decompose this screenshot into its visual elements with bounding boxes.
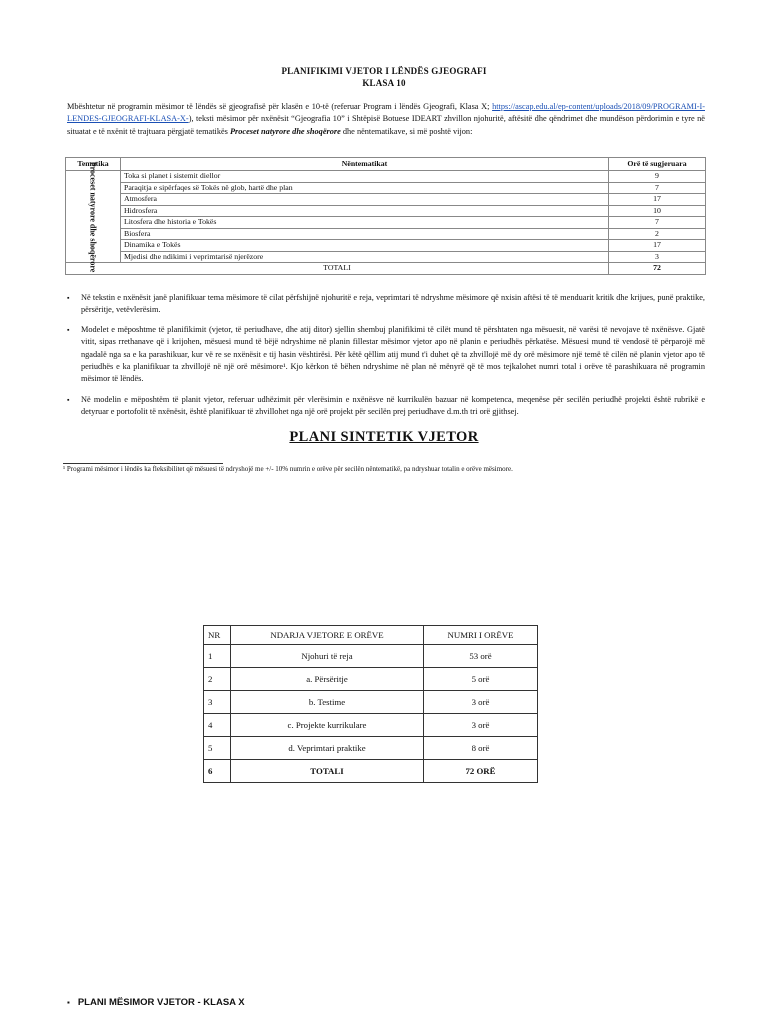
table-row (66, 194, 706, 206)
row-value: 3 orë (424, 691, 538, 714)
row-number: 3 (204, 691, 231, 714)
summary-table (203, 625, 538, 783)
row-label: b. Testime (231, 691, 424, 714)
bullet-item (67, 292, 705, 317)
header-subthemes: Nëntematikat (121, 158, 609, 171)
table-row (66, 217, 706, 229)
footnote-divider (63, 463, 223, 464)
table-row (204, 645, 538, 668)
row-label: a. Përsëritje (231, 668, 424, 691)
table-row (66, 182, 706, 194)
intro-text-1: Mbështetur në programin mësimor të lëndës së gjeografisë për klasën e 10-të (referuar Program i lëndës Gjeografi, Klasa X; (67, 102, 493, 111)
table-row (66, 171, 706, 183)
table-row (66, 228, 706, 240)
document-subtitle: KLASA 10 (362, 78, 406, 88)
theme-name: Proceset natyrore dhe shoqërore (88, 161, 98, 272)
row-number: 2 (204, 668, 231, 691)
program-link[interactable]: https://ascap.edu.al/ep-content/uploads/2018/09/PROGRAMI-I-LENDES-GJEOGRAFI-KLASA-X- (67, 102, 705, 124)
row-number: 6 (204, 760, 231, 783)
footnote: ¹ Programi mësimor i lëndës ka fleksibilitet që mësuesi të ndryshojë me +/- 10% numrin e orëve për secilën nëntematikë, pa ndryshuar totalin e orëve mësimore. (63, 465, 513, 473)
intro-bold-theme: Proceset natyrore dhe shoqërore (229, 126, 341, 136)
row-value: 5 orë (424, 668, 538, 691)
subtheme-name: Hidrosfera (121, 205, 609, 217)
subtheme-hours: 17 (609, 194, 706, 206)
subtheme-hours: 3 (609, 251, 706, 263)
subtheme-name: Toka si planet i sistemit diellor (121, 171, 609, 183)
subtheme-name: Mjedisi dhe ndikimi i veprimtarisë njerëzore (121, 251, 609, 263)
document-title: PLANIFIKIMI VJETOR I LËNDËS GJEOGRAFI (281, 66, 487, 76)
bullet-icon: ▪ (67, 294, 70, 302)
row-number: 5 (204, 737, 231, 760)
bottom-heading (67, 997, 245, 1008)
header-hours-count: NUMRI I ORËVE (424, 626, 538, 645)
subtheme-name: Litosfera dhe historia e Tokës (121, 217, 609, 229)
subtheme-hours: 7 (609, 217, 706, 229)
summary-table-header (204, 626, 538, 645)
row-number: 1 (204, 645, 231, 668)
bullet-icon: ▪ (67, 998, 70, 1007)
intro-paragraph (67, 101, 705, 138)
bullet-icon: ▪ (67, 396, 70, 404)
header-theme: Tematika (66, 158, 121, 171)
table-row (204, 668, 538, 691)
row-label: d. Veprimtari praktike (231, 737, 424, 760)
themes-table (65, 157, 706, 275)
row-label: Njohuri të reja (231, 645, 424, 668)
table-row (204, 714, 538, 737)
intro-text-3: dhe nëntematikave, si më poshtë vijon: (340, 126, 473, 136)
table-row (66, 240, 706, 252)
header-division: NDARJA VJETORE E ORËVE (231, 626, 424, 645)
intro-text-2: ), teksti mësimor për nxënësit “Gjeografia 10” i Shtëpisë Botuese IDEART zhvillon njohuritë, aftësitë dhe qëndrimet dhe mundëson përdorimin e tyre në situatat e të nxënit të trajtuara përgjatë tematikës (67, 114, 705, 136)
row-value: 72 ORË (424, 760, 538, 783)
table-row (66, 205, 706, 217)
subtheme-hours: 9 (609, 171, 706, 183)
table-total-row (204, 760, 538, 783)
bullet-icon: ▪ (67, 326, 70, 334)
bullet-item (67, 324, 705, 385)
row-label: TOTALI (231, 760, 424, 783)
subtheme-hours: 17 (609, 240, 706, 252)
bullet-text: Në modelin e mëposhtëm të planit vjetor, referuar udhëzimit për vlerësimin e nxënësve në kurrikulën bazuar në kompetenca, meqenëse për secilën periudhë projekti është rubrikë e detyruar e portofolit të nxënësit, është planifikuar të zhvillohet nga një orë projekt për secilën prej periudhave d.m.th tri orë gjithsej. (81, 395, 705, 417)
row-value: 8 orë (424, 737, 538, 760)
themes-table-header (66, 158, 706, 171)
row-label: c. Projekte kurrikulare (231, 714, 424, 737)
header-nr: NR (204, 626, 231, 645)
bullet-text: Në tekstin e nxënësit janë planifikuar tema mësimore të cilat përfshijnë njohuritë e reja, veprimtari të ndryshme mësimore që nxisin aftësi të të menduarit kritik dhe krijues, punë praktike, përsëritje, vetëvlerësim. (81, 293, 705, 315)
table-row (204, 737, 538, 760)
subtheme-name: Dinamika e Tokës (121, 240, 609, 252)
header-hours: Orë të sugjeruara (609, 158, 706, 171)
row-number: 4 (204, 714, 231, 737)
subtheme-hours: 10 (609, 205, 706, 217)
bottom-heading-text: PLANI MËSIMOR VJETOR - KLASA X (77, 997, 245, 1008)
subtheme-name: Paraqitja e sipërfaqes së Tokës në glob, hartë dhe plan (121, 182, 609, 194)
synthetic-plan-title: PLANI SINTETIK VJETOR (289, 429, 479, 445)
row-value: 53 orë (424, 645, 538, 668)
total-label: TOTALI (66, 263, 609, 275)
subtheme-name: Biosfera (121, 228, 609, 240)
table-row (204, 691, 538, 714)
table-row (66, 251, 706, 263)
subtheme-hours: 7 (609, 182, 706, 194)
subtheme-hours: 2 (609, 228, 706, 240)
subtheme-name: Atmosfera (121, 194, 609, 206)
table-total-row (66, 263, 706, 275)
total-value: 72 (609, 263, 706, 275)
bullet-text: Modelet e mëposhtme të planifikimit (vjetor, të periudhave, dhe atij ditor) sjellin shembuj planifikimi të cilët mund të përshtaten nga mësuesit, në varësi të nevojave të nxënësve. Gjatë vitit, sipas rrethanave që i krijohen, mësuesi mund të bëjë ndryshime në planin fillestar mësimor vjetor apo në planin e periudhës përkatëse. Mësuesi mund të vendosë të përparojë më ngadalë nga sa e ka parashikuar, kur vë re se nxënësit e tij hasin vështirësi. Për këtë qëllim atij mund t'i duhet që ta zhvillojë më dy orë mësimore një temë të cilën në planin vjetor apo të periudhës e ka planifikuar ta zhvillojë në një orë mësimore¹. Kjo kërkon të bëhen ndryshime në plan në mënyrë që të mos tejkalohet numri total i orëve të parashikuara në programin mësimor të lëndës. (81, 325, 705, 384)
bullet-item (67, 394, 705, 419)
row-value: 3 orë (424, 714, 538, 737)
